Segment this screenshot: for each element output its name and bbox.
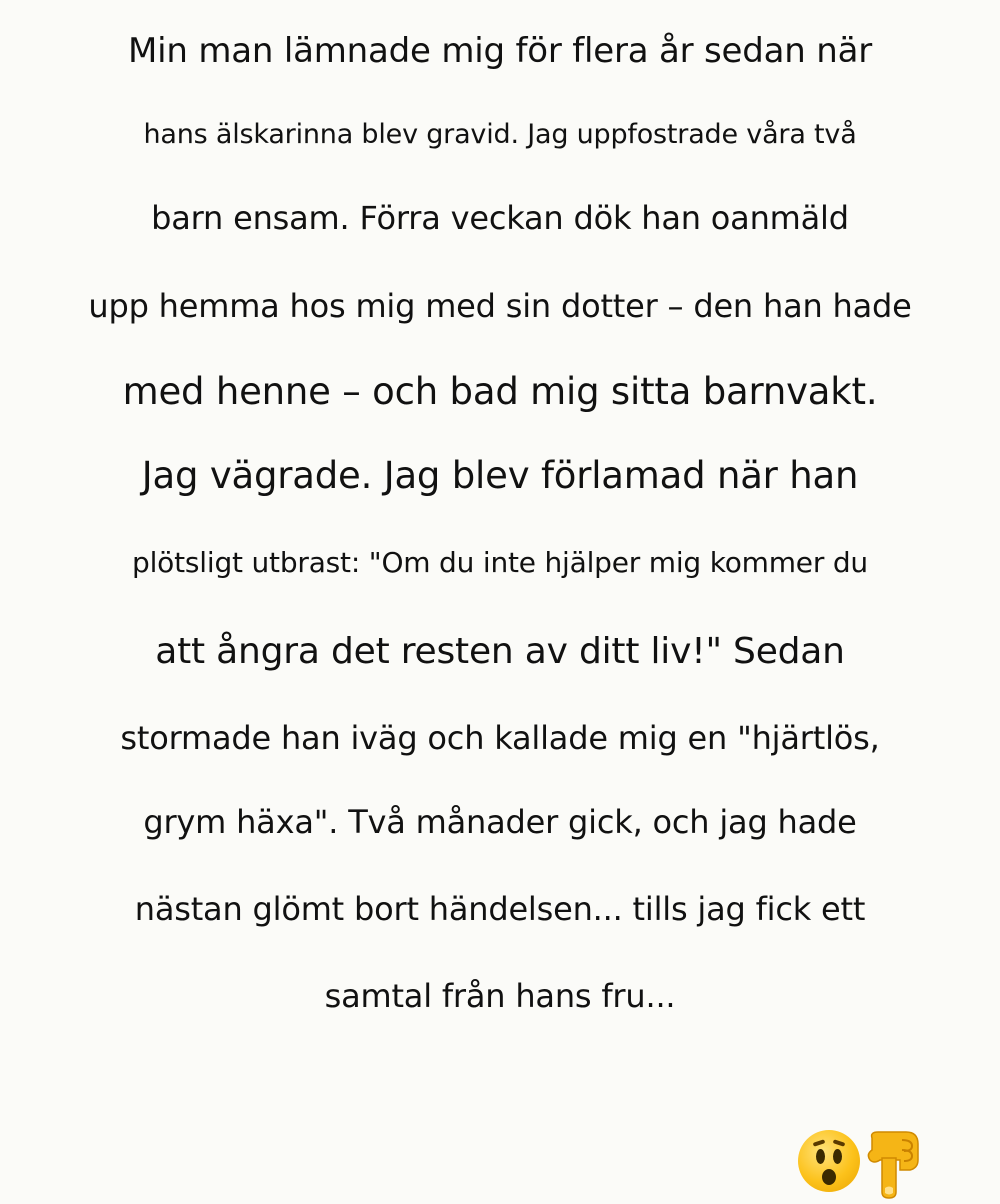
story-line: stormade han iväg och kallade mig en "hjärtlös, bbox=[120, 719, 880, 757]
pointing-down-hand-icon bbox=[866, 1130, 922, 1200]
face-eye bbox=[833, 1149, 842, 1164]
story-line: Jag vägrade. Jag blev förlamad när han bbox=[141, 454, 859, 497]
story-line: att ångra det resten av ditt liv!" Sedan bbox=[155, 631, 845, 672]
story-line: upp hemma hos mig med sin dotter – den han hade bbox=[88, 287, 912, 325]
story-line: grym häxa". Två månader gick, och jag hade bbox=[143, 803, 857, 841]
face-brow bbox=[833, 1139, 846, 1147]
story-line: plötsligt utbrast: "Om du inte hjälper mig kommer du bbox=[132, 546, 868, 579]
pointing-down-hand-svg bbox=[866, 1130, 922, 1200]
emoji-row bbox=[798, 1130, 922, 1200]
face-mouth bbox=[822, 1169, 836, 1185]
face-brow bbox=[813, 1139, 826, 1147]
astonished-face-icon bbox=[798, 1130, 860, 1192]
story-line: samtal från hans fru... bbox=[324, 977, 676, 1015]
story-line: nästan glömt bort händelsen... tills jag fick ett bbox=[134, 890, 866, 928]
face-eye bbox=[816, 1149, 825, 1164]
story-line: Min man lämnade mig för flera år sedan när bbox=[128, 31, 872, 71]
story-line: hans älskarinna blev gravid. Jag uppfostrade våra två bbox=[143, 119, 857, 150]
story-line: barn ensam. Förra veckan dök han oanmäld bbox=[151, 199, 849, 237]
story-line: med henne – och bad mig sitta barnvakt. bbox=[122, 370, 878, 413]
